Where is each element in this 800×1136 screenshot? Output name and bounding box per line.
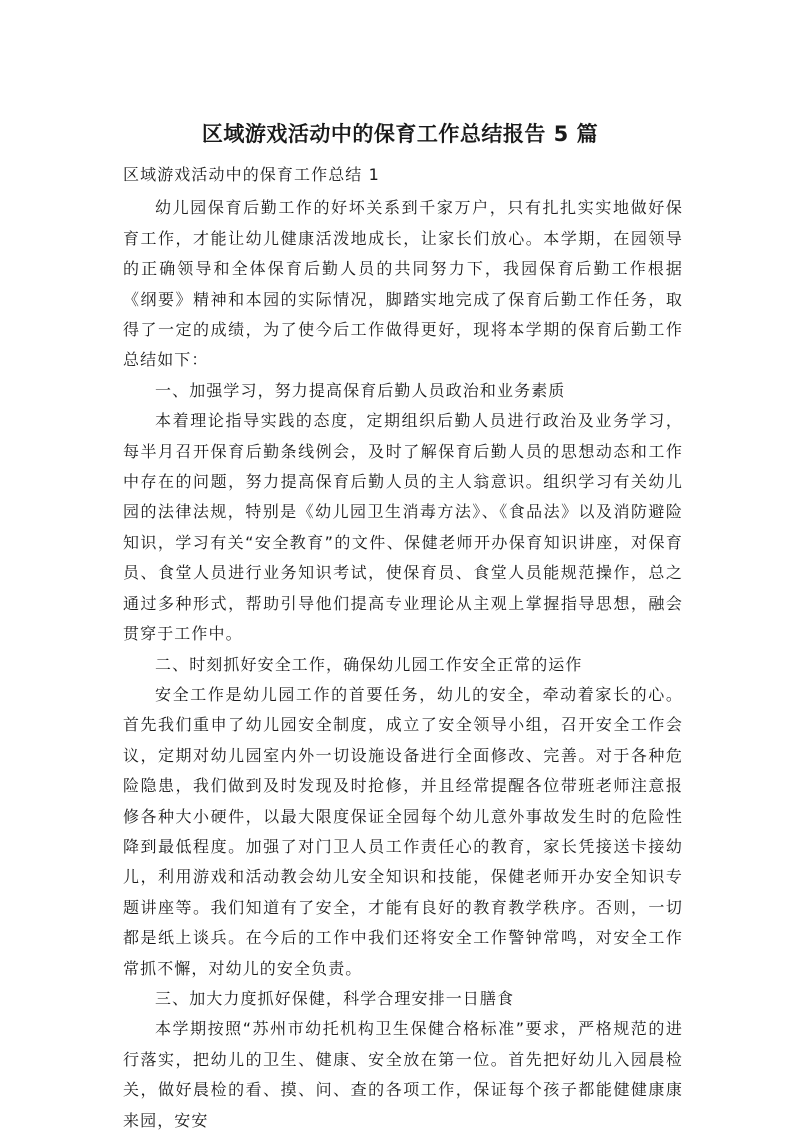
section-subtitle: 区域游戏活动中的保育工作总结 1 — [123, 165, 380, 184]
document-title: 区域游戏活动中的保育工作总结报告 5 篇 — [201, 122, 599, 146]
section-heading-3: 三、加大力度抓好保健，科学合理安排一日膳食 — [155, 988, 515, 1008]
paragraph-intro: 幼儿园保育后勤工作的好坏关系到千家万户，只有扎扎实实地做好保育工作，才能让幼儿健康活泼地成长，让家长们放心。本学期，在园领导的正确领导和全体保育后勤人员的共同努力下，我园保育后勤工作根据《纲要》精神和本园的实际情况，脚踏实地完成了保育后勤工作任务，取得了一定的成绩，为了使今后工作做得更好，现将本学期的保育后勤工作总结如下： — [123, 198, 683, 370]
document-body — [123, 160, 683, 1136]
paragraph-safety: 安全工作是幼儿园工作的首要任务，幼儿的安全，牵动着家长的心。首先我们重申了幼儿园安全制度，成立了安全领导小组，召开安全工作会议，定期对幼儿园室内外一切设施设备进行全面修改、完善。对于各种危险隐患，我们做到及时发现及时抢修，并且经常提醒各位带班老师注意报修各种大小硬件，以最大限度保证全园每个幼儿意外事故发生时的危险性降到最低程度。加强了对门卫人员工作责任心的教育，家长凭接送卡接幼儿，利用游戏和活动教会幼儿安全知识和技能，保健老师开办安全知识专题讲座等。我们知道有了安全，才能有良好的教育教学秩序。否则，一切都是纸上谈兵。在今后的工作中我们还将安全工作警钟常鸣，对安全工作常抓不懈，对幼儿的安全负责。 — [123, 684, 683, 978]
paragraph-health: 本学期按照“苏州市幼托机构卫生保健合格标准”要求，严格规范的进行落实，把幼儿的卫生、健康、安全放在第一位。首先把好幼儿入园晨检关，做好晨检的看、摸、问、查的各项工作，保证每个孩子都能健健康康来园，安安 — [123, 1019, 683, 1130]
section-heading-2: 二、时刻抓好安全工作，确保幼儿园工作安全正常的运作 — [155, 654, 583, 674]
section-heading-1: 一、加强学习，努力提高保育后勤人员政治和业务素质 — [155, 380, 566, 400]
paragraph-study: 本着理论指导实践的态度，定期组织后勤人员进行政治及业务学习，每半月召开保育后勤条线例会，及时了解保育后勤人员的思想动态和工作中存在的问题，努力提高保育后勤人员的主人翁意识。组织学习有关幼儿园的法律法规，特别是《幼儿园卫生消毒方法》、《食品法》以及消防避险知识，学习有关“安全教育”的文件、保健老师开办保育知识讲座，对保育员、食堂人员进行业务知识考试，使保育员、食堂人员能规范操作，总之通过多种形式，帮助引导他们提高专业理论从主观上掌握指导思想，融会贯穿于工作中。 — [123, 411, 683, 644]
